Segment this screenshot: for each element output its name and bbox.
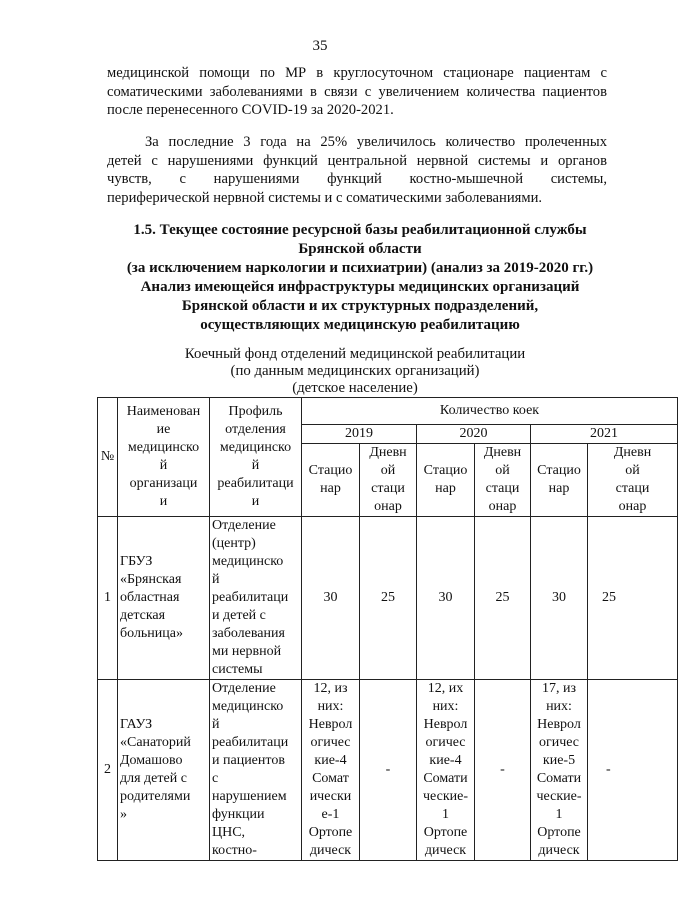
text-line: чувств, с нарушениями функций костно-мышечной системы, <box>107 171 607 187</box>
header-org-name: Наименован ие медицинско й организаци и <box>118 398 210 517</box>
beds-cell: 12, их них: Неврол огичес кие-4 Сомати ческие- 1 Ортопе дическ <box>417 680 475 861</box>
table-row <box>98 680 678 861</box>
org-name-cell: ГАУЗ «Санаторий Домашово для детей с родителями » <box>118 680 210 861</box>
header-year-2021: 2021 <box>531 425 678 444</box>
header-profile: Профиль отделения медицинско й реабилитаци и <box>210 398 302 517</box>
heading-line: осуществляющих медицинскую реабилитацию <box>200 317 520 333</box>
row-number: 2 <box>98 680 118 861</box>
header-year-2020: 2020 <box>417 425 531 444</box>
caption-line: (детское население) <box>292 380 418 396</box>
org-name-cell: ГБУЗ «Брянская областная детская больница» <box>118 517 210 680</box>
text-line: после перенесенного COVID-19 за 2020-2021. <box>107 102 394 118</box>
beds-cell: 25 <box>588 517 678 680</box>
beds-cell: - <box>360 680 417 861</box>
beds-cell: 30 <box>417 517 475 680</box>
header-year-2019: 2019 <box>302 425 417 444</box>
table-caption <box>120 346 590 397</box>
heading-line: Анализ имеющейся инфраструктуры медицинских организаций <box>140 279 580 295</box>
header-day-stationary: Дневн ой стаци онар <box>360 444 417 517</box>
caption-line: Коечный фонд отделений медицинской реабилитации <box>184 346 526 362</box>
beds-cell: - <box>475 680 531 861</box>
profile-cell: Отделение (центр) медицинско й реабилитаци и детей с заболевания ми нервной системы <box>210 517 302 680</box>
header-stationary: Стацио нар <box>417 444 475 517</box>
heading-line: Брянской области и их структурных подразделений, <box>181 298 539 314</box>
profile-cell: Отделение медицинско й реабилитаци и пациентов с нарушением функции ЦНС, костно- <box>210 680 302 861</box>
beds-cell: 12, из них: Неврол огичес кие-4 Сомат ически е-1 Ортопе дическ <box>302 680 360 861</box>
text-line: периферической нервной системы и с соматическими заболеваниями. <box>107 189 543 206</box>
header-bed-count: Количество коек <box>302 398 678 425</box>
beds-cell: 25 <box>475 517 531 680</box>
paragraph-continuation <box>107 64 607 120</box>
beds-cell: - <box>588 680 678 861</box>
header-number: № <box>98 398 118 517</box>
beds-cell: 30 <box>302 517 360 680</box>
beds-cell: 17, из них: Неврол огичес кие-5 Сомати ческие- 1 Ортопе дическ <box>531 680 588 861</box>
heading-line: (за исключением наркологии и психиатрии) (анализ за 2019-2020 гг.) <box>126 260 594 276</box>
header-day-stationary: Дневн ой стаци онар <box>588 444 678 517</box>
table-row <box>98 517 678 680</box>
page-number: 35 <box>312 38 328 54</box>
paragraph-statistics <box>107 133 607 207</box>
heading-line: Брянской области <box>298 241 422 257</box>
text-line: соматическими заболеваниями в связи с увеличением количества пациентов <box>107 83 607 100</box>
bed-fund-table-container <box>97 397 652 858</box>
text-line: детей с нарушениями функций центральной нервной системы и органов <box>107 152 607 169</box>
header-stationary: Стацио нар <box>531 444 588 517</box>
bed-fund-table <box>97 397 678 861</box>
section-heading <box>100 221 620 335</box>
header-stationary: Стацио нар <box>302 444 360 517</box>
row-number: 1 <box>98 517 118 680</box>
beds-cell: 30 <box>531 517 588 680</box>
caption-line: (по данным медицинских организаций) <box>230 363 480 379</box>
beds-cell: 25 <box>360 517 417 680</box>
text-line: медицинской помощи по МР в круглосуточном стационаре пациентам с <box>107 65 607 81</box>
heading-line: 1.5. Текущее состояние ресурсной базы реабилитационной службы <box>133 222 587 238</box>
text-line: За последние 3 года на 25% увеличилось количество пролеченных <box>145 134 607 150</box>
header-day-stationary: Дневн ой стаци онар <box>475 444 531 517</box>
